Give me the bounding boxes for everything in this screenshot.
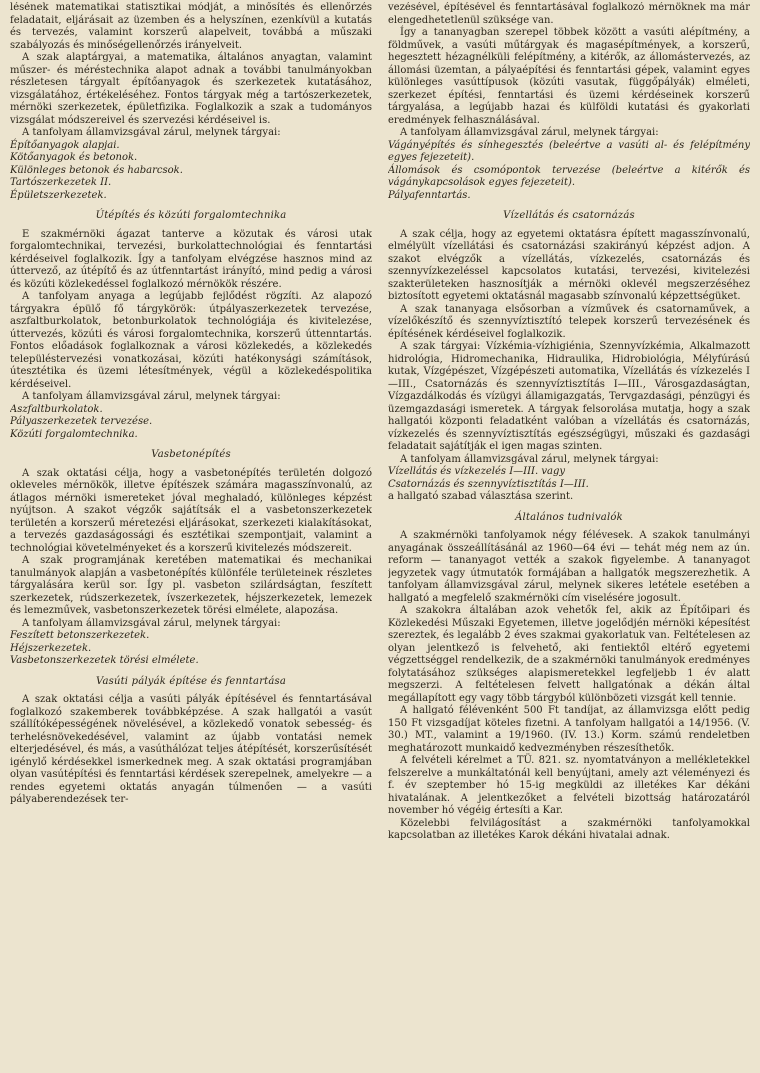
subject: Tartószerkezetek II. <box>10 177 112 188</box>
paragraph: A szak alaptárgyai, a matematika, általános anyagtan, valamint műszer- és méréstechnika alapot adnak a további tanulmányokban részletesen tárgyalt építőanyagok és szerkezetek kutatásához, vizsgálatához, értékeléséhez. Fontos tárgyak még a tartószerkezetek, mérnöki szerkezetek, épületfizika. Foglalkozik a szak a tudományos vizsgálat módszereivel és szervezési kérdéseivel is. <box>10 52 372 126</box>
left-column <box>10 2 372 1073</box>
paragraph: E szakmérnöki ágazat tanterve a közutak és városi utak forgalomtechnikai, tervezési, burkolattechnológiai és fenntartási kérdéseivel foglalkozik. Így a tanfolyam elvégzése hasznos mind az úttervező, az útépítő és az útfenntartást irányító, mind pedig a városi és közúti közlekedéssel foglalkozó mérnökök részére. <box>10 228 372 290</box>
paragraph: A tanfolyam anyaga a legújabb fejlődést rögzíti. Az alapozó tárgyakra épülő fő tárgykörök: útpályaszerkezetek tervezése, aszfaltburkolatok, betonburkolatok technológiája és kivitelezése, úttervezés, közúti és városi forgalomtechnika, korszerű úttenntartás. Fontos előadások foglalkoznak a városi közlekedés, a közlekedés településtervezési vonatkozásai, közúti hatékonysági számítások, útesztétika és üzemi létesítmények, végül a közlekedéspolitika kérdéseivel. <box>10 291 372 390</box>
subject: Épületszerkezetek. <box>10 189 107 201</box>
exam-line: A tanfolyam államvizsgával zárul, melynek tárgyai: <box>22 127 281 138</box>
paragraph: A szak oktatási célja, hogy a vasbetonépítés területén dolgozó okleveles mérnökök, illetve építészek számára magasszínvonalú, az átlagos mérnöki ismereteket jóval meghaladó, különleges képzést nyújtson. A szakot végzők sajátítsák el a vasbetonszerkezetek területén a korszerű méretezési eljárásokat, szerkezeti kialakításokat, a tervezés gazdaságossági és esztétikai szempontjait, valamint a technológiai követelményeket és a korszerű kivitelezés módszereit. <box>10 467 372 554</box>
paragraph: lésének matematikai statisztikai módját, a minősítés és ellenőrzés feladatait, eljárásait az üzemben és a helyszínen, ezenkívül a kutatás és tervezés, valamint korszerű alapelveit, továbbá a műszaki szabályozás és minőségellenőrzés irányelveit. <box>10 2 372 51</box>
section-heading: Általános tudnivalók <box>515 511 623 523</box>
subject: Kötőanyagok és betonok. <box>10 152 138 163</box>
section-heading: Útépítés és közúti forgalomtechnika <box>95 210 287 221</box>
paragraph: A szakokra általában azok vehetők fel, akik az Építőipari és Közlekedési Műszaki Egyetemen, illetve jogelődjén mérnöki képesítést szereztek, és legalább 2 éves szakmai gyakorlatuk van. Feltételesen az olyan jelentkező is felvehető, aki fentiektől eltérő egyetemi végzettséggel rendelkezik, de a szakmérnöki tanulmányok eredményes folytatásához szükséges alapismeretekkel legfeljebb 1 év alatt megszerzi. A feltételesen felvett hallgatónak a dékán által megállapított egy vagy több tárgyból különbözeti vizsgát kell tennie. <box>388 605 750 704</box>
subject: Pályafenntartás. <box>388 189 471 201</box>
subject: Különleges betonok és habarcsok. <box>10 164 183 176</box>
section-heading: Vízellátás és csatornázás <box>503 210 635 221</box>
paragraph: A szak célja, hogy az egyetemi oktatásra épített magasszínvonalú, elmélyült vízellátási és csatornázási szakirányú képzést adjon. A szakot elvégzők a vízellátás, vízkezelés, csatornázás és szennyvízkezeléssel kapcsolatos kutatási, tervezési, kivitelezési szakterületeken hasznosítják a mérnöki oklevél megszerzéséhez biztosított egyetemi oktatásnál magasabb színvonalú képzettségüket. <box>388 228 750 302</box>
paragraph: A szak tananyaga elsősorban a vízművek és csatornaművek, a vízelőkészítő és szennyvíztisztító telepek korszerű tervezésének és építésének kérdéseivel foglalkozik. <box>388 303 750 340</box>
exam-line: A tanfolyam államvizsgával zárul, melynek tárgyai: <box>400 453 659 465</box>
choice-line: a hallgató szabad választása szerint. <box>388 491 574 502</box>
exam-line: A tanfolyam államvizsgával zárul, melynek tárgyai: <box>22 391 281 402</box>
exam-line: A tanfolyam államvizsgával zárul, melynek tárgyai: <box>22 617 281 629</box>
subject: Vízellátás és vízkezelés I—III. vagy <box>388 466 566 477</box>
subject: Pályaszerkezetek tervezése. <box>10 416 153 427</box>
subject: Vasbetonszerkezetek törési elmélete. <box>10 655 199 666</box>
subject: Feszített betonszerkezetek. <box>10 630 150 641</box>
subject: Állomások és csomópontok tervezése (beleértve a kitérők és vágánykapcsolások egyes fejezeteit). <box>388 164 750 188</box>
section-heading: Vasbetonépítés <box>151 449 231 460</box>
subject: Héjszerkezetek. <box>10 642 92 654</box>
paragraph: Így a tananyagban szerepel többek között a vasúti alépítmény, a földművek, a vasúti műtárgyak és magasépítmények, a korszerű, hegesztett hézagnélküli felépítmény, a kitérők, az állomástervezés, az állomási üzemtan, a pályaépítési és fenntartási gépek, valamint egyes különleges vasúttípusok (közúti vasutak, függőpályák) elméleti, szerkezet építési, fenntartási és üzemi kérdéseinek korszerű tárgyalása, a legújabb hazai és külföldi kutatási és gyakorlati eredmények felhasználásával. <box>388 27 750 126</box>
paragraph: A hallgató félévenként 500 Ft tandíjat, az államvizsga előtt pedig 150 Ft vizsgadíjat köteles fizetni. A tanfolyam hallgatói a 14/1956. (V. 30.) MT., valamint a 19/1960. (IV. 13.) Korm. számú rendeletben meghatározott munkaidő kedvezményben részesíthetők. <box>388 705 750 754</box>
paragraph: A szak tárgyai: Vízkémia-vízhigiénia, Szennyvízkémia, Alkalmazott hidrológia, Hidromechanika, Hidraulika, Hidrobiológia, Mélyfúrású kutak, Vízgépészet, Vízgépészeti automatika, Vízellátás és vízkezelés I—III., Csatornázás és szennyvíztisztítás I—III., Városgazdaságtan, Vízgazdálkodás és vízügyi államigazgatás, Tervgazdasági, pénzügyi és üzemgazdasági ismeretek. A tárgyak felsorolása mutatja, hogy a szak hallgatói központi feladatként valóban a vízellátás és csatornázás, vízkezelés és szennyvíztisztítás egészségügyi, műszaki és gazdasági feladatait sajátítják el igen magas szinten. <box>388 341 750 452</box>
paragraph: vezésével, építésével és fenntartásával foglalkozó mérnöknek ma már elengedhetetlenül szüksége van. <box>388 2 750 26</box>
subject: Csatornázás és szennyvíztisztítás I—III. <box>388 478 589 490</box>
paragraph: A szak programjának keretében matematikai és mechanikai tanulmányok alapján a vasbetonépítés különféle területeinek részletes tárgyalására kerül sor. Így pl. vasbeton szilárdságtan, feszített szerkezetek, rúdszerkezetek, ívszerkezetek, héjszerkezetek, lemezek és lemezművek, vasbetonszerkezetek törési elmélete, alapozása. <box>10 555 372 616</box>
right-column <box>388 2 750 1073</box>
paragraph: Közelebbi felvilágosítást a szakmérnöki tanfolyamokkal kapcsolatban az illetékes Karok dékáni hivatalai adnak. <box>388 817 750 841</box>
section-heading: Vasúti pályák építése és fenntartása <box>95 675 287 687</box>
paragraph: A felvételi kérelmet a TÜ. 821. sz. nyomtatványon a mellékletekkel felszerelve a munkáltatónál kell benyújtani, amely azt véleményezi és f. év szeptember hó 15-ig megküldi az illetékes Kar dékáni hivatalának. A jelentkezőket a felvételi bizottság határozatáról november hó végéig értesíti a Kar. <box>388 755 750 816</box>
subject: Aszfaltburkolatok. <box>10 403 103 415</box>
subject: Közúti forgalomtechnika. <box>10 428 138 440</box>
subject: Vágányépítés és sínhegesztés (beleértve a vasúti al- és felépítmény egyes fejezeteit). <box>388 139 750 163</box>
paragraph: A szakmérnöki tanfolyamok négy félévesek. A szakok tanulmányi anyagának összeállításánál az 1960—64 évi — tehát még nem az ún. reform — tananyagot vették a szakok figyelembe. A tananyagot jegyzetek vagy útmutatók formájában a hallgatók megszerezhetik. A tanfolyam államvizsgával zárul, melynek sikeres letétele esetében a hallgató a megfelelő szakmérnöki cím viselésére jogosult. <box>388 530 750 604</box>
subject: Építőanyagok alapjai. <box>10 139 120 151</box>
paragraph: A szak oktatási célja a vasúti pályák építésével és fenntartásával foglalkozó szakemberek továbbképzése. A szak hallgatói a vasút szállítóképességének növelésével, a közlekedő vonatok sebesség- és terhelésnövekedésével, valamint az újabb vontatási nemek elterjedésével, és más, a vasúthálózat teljes átépítését, korszerűsítését igénylő kérdésekkel ismerkednek meg. A szak oktatási programjában olyan vasútépítési és fenntartási kérdések szerepelnek, amelyekre — a rendes egyetemi oktatás anyagán túlmenően — a vasúti pályaberendezések ter- <box>10 694 372 805</box>
exam-line: A tanfolyam államvizsgával zárul, melynek tárgyai: <box>400 127 659 138</box>
